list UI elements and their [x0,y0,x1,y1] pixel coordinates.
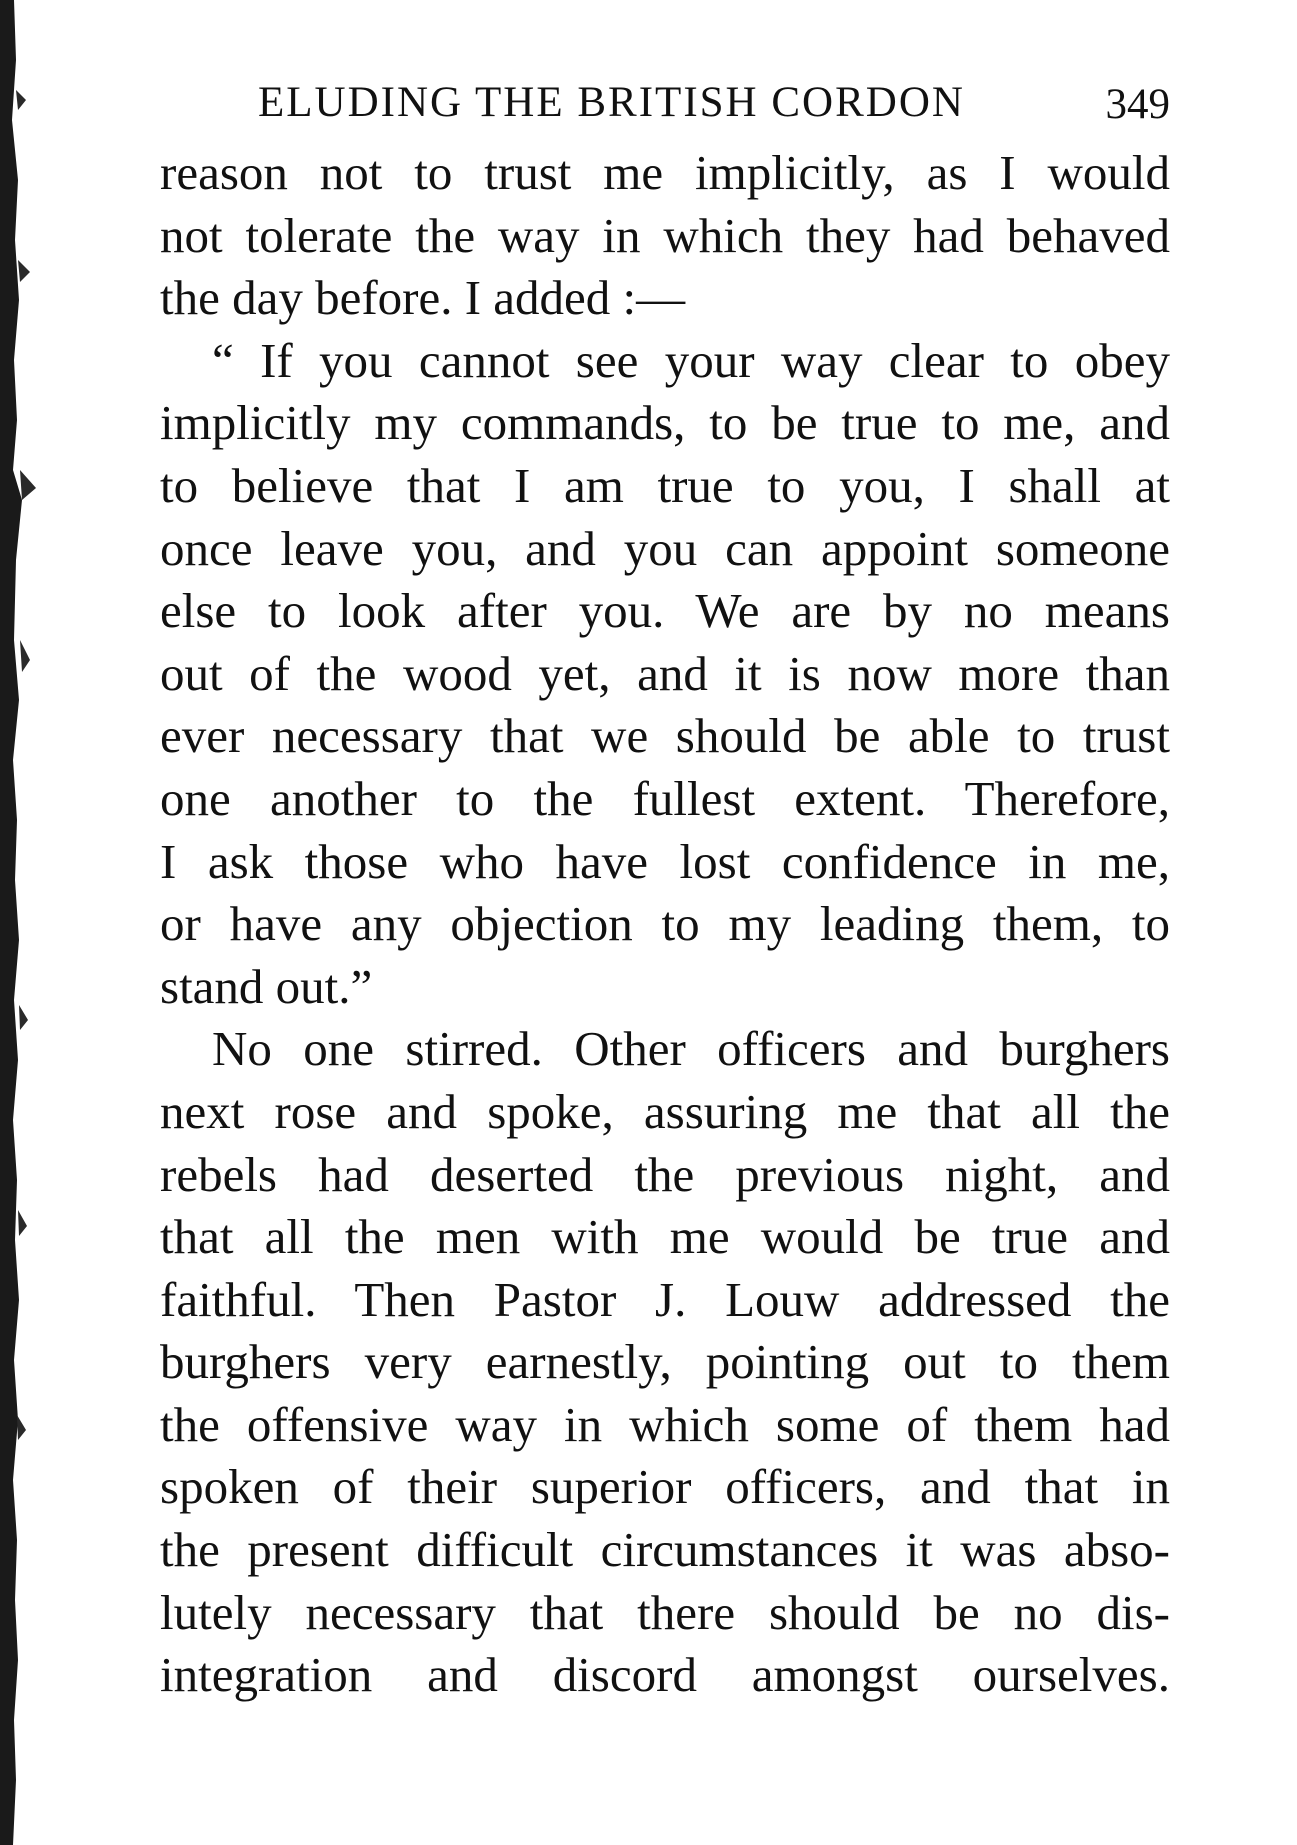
text-line: else to look after you. We are by no means [160,583,1170,639]
text-line: spoken of their superior officers, and that in [160,1459,1170,1515]
binding-edge-shadow [0,0,60,1845]
text-line: burghers very earnestly, pointing out to them [160,1334,1170,1390]
text-line: I ask those who have lost confidence in me, [160,833,1170,889]
text-line: reason not to trust me implicitly, as I would [160,145,1170,200]
text-line: ever necessary that we should be able to trust [160,708,1170,764]
text-line: the offensive way in which some of them had [160,1396,1170,1452]
text-line: not tolerate the way in which they had behaved [160,207,1170,263]
text-line: one another to the fullest extent. Therefore, [160,770,1170,826]
running-head-title: ELUDING THE BRITISH CORDON [258,79,965,126]
text-line: once leave you, and you can appoint someone [160,520,1170,576]
text-line: No one stirred. Other officers and burghers [212,1021,1170,1077]
text-line: the day before. I added :— [160,270,686,326]
page-number: 349 [1105,81,1170,128]
paragraph [160,1018,1170,1707]
text-line: that all the men with me would be true and [160,1209,1170,1265]
text-line: lutely necessary that there should be no dis- [160,1584,1170,1640]
text-line: to believe that I am true to you, I shall at [160,457,1170,513]
text-line: faithful. Then Pastor J. Louw addressed the [160,1271,1170,1327]
text-line: next rose and spoke, assuring me that all the [160,1083,1170,1139]
text-line: out of the wood yet, and it is now more than [160,645,1170,701]
text-line: stand out.” [160,958,373,1014]
paragraph [160,330,1170,1019]
paragraph [160,142,1170,330]
text-line: or have any objection to my leading them, to [160,896,1170,952]
text-line: rebels had deserted the previous night, and [160,1146,1170,1202]
text-line: the present difficult circumstances it was abso- [160,1522,1170,1578]
running-head [258,78,1170,128]
text-line: implicitly my commands, to be true to me, and [160,395,1170,451]
text-line: “ If you cannot see your way clear to obey [212,332,1170,388]
body-text [160,142,1170,1707]
text-line: integration and discord amongst ourselves. [160,1647,1170,1703]
